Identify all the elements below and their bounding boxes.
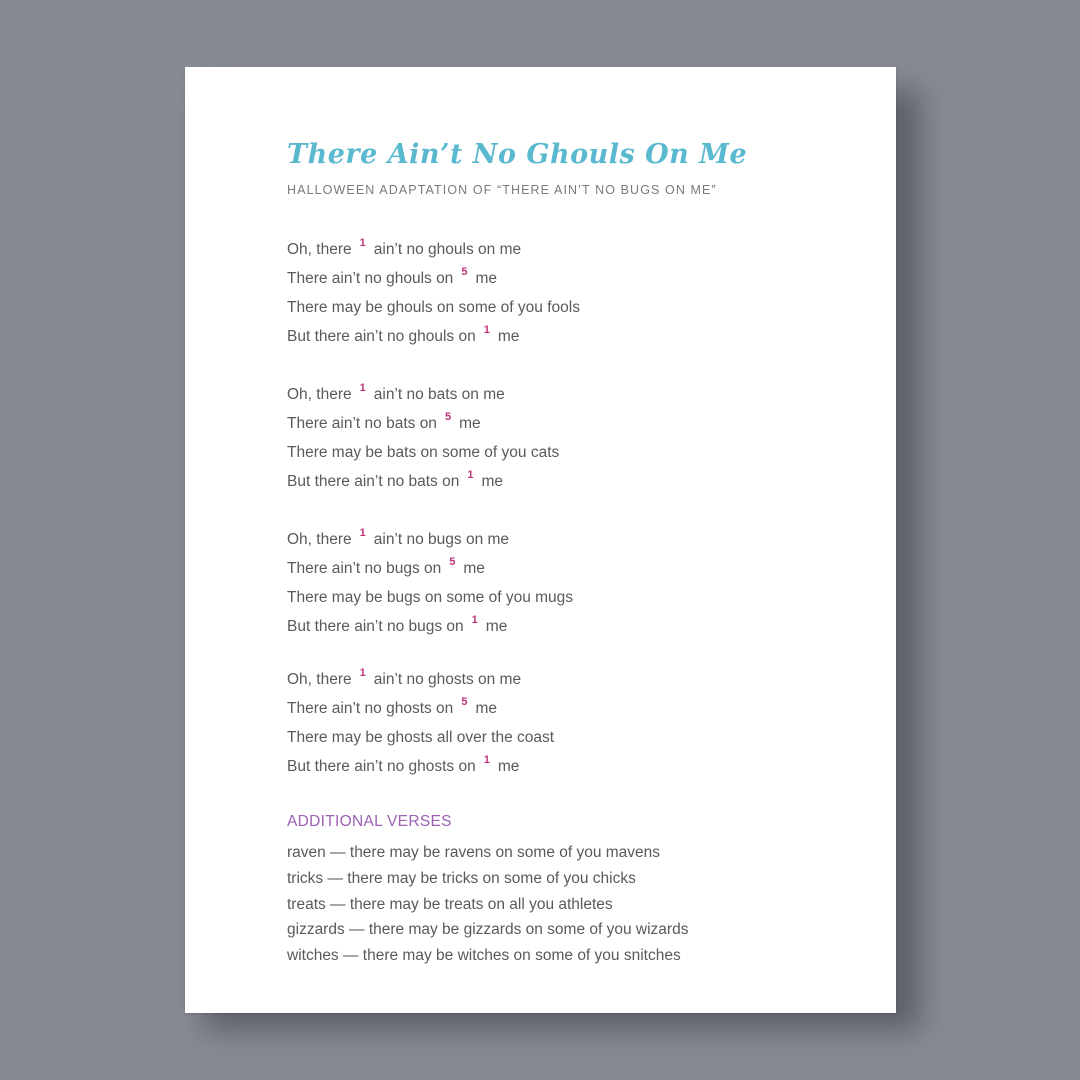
lyric-text: me: [485, 618, 508, 635]
lyric-line: [287, 322, 847, 351]
lyric-text: There ain’t no bats on: [287, 415, 437, 432]
lyric-line: [287, 235, 847, 264]
lyric-text: But there ain’t no bugs on: [287, 618, 464, 635]
lyric-text: me: [481, 473, 504, 490]
lyric-line: [287, 380, 847, 409]
lyric-line: [287, 554, 847, 583]
lyric-text: me: [459, 415, 481, 432]
verse: [287, 235, 847, 351]
chord-number: 5: [461, 266, 468, 278]
lyric-line: There may be ghouls on some of you fools: [287, 299, 580, 316]
lyric-line: [287, 264, 847, 293]
lyric-text: Oh, there: [287, 671, 352, 688]
chord-number: 1: [483, 324, 490, 336]
song-subtitle: HALLOWEEN ADAPTATION OF “THERE AIN’T NO BUGS ON ME”: [287, 183, 717, 197]
chord-number: 5: [449, 556, 456, 568]
lyric-text: me: [475, 270, 497, 287]
verse: [287, 665, 847, 781]
lyric-text: There ain’t no ghouls on: [287, 270, 454, 287]
lyric-text: Oh, there: [287, 386, 352, 403]
chord-number: 1: [359, 382, 366, 394]
lyric-text: Oh, there: [287, 241, 352, 258]
verse: [287, 380, 847, 496]
lyric-text: There ain’t no ghosts on: [287, 700, 454, 717]
lyric-text: me: [497, 758, 520, 775]
lyric-line: There may be bugs on some of you mugs: [287, 589, 574, 606]
lyrics: [287, 235, 847, 781]
lyric-text: But there ain’t no ghouls on: [287, 328, 476, 345]
lyric-line: [287, 525, 847, 554]
lyric-line: [287, 694, 847, 723]
chord-number: 1: [467, 469, 474, 481]
additional-verse-line: raven — there may be ravens on some of you mavens: [287, 844, 661, 861]
lyric-text: ain’t no ghosts on me: [373, 671, 522, 688]
additional-verse-line: treats — there may be treats on all you athletes: [287, 895, 613, 913]
chord-number: 1: [483, 754, 490, 766]
lyric-sheet: [185, 67, 896, 1013]
additional-verses-heading: ADDITIONAL VERSES: [287, 813, 452, 830]
chord-number: 5: [461, 696, 468, 708]
additional-verse-line: tricks — there may be tricks on some of you chicks: [287, 869, 636, 887]
lyric-line: [287, 752, 847, 781]
additional-verses-list: [287, 840, 688, 969]
additional-verse-line: witches — there may be witches on some of you snitches: [287, 947, 681, 965]
lyric-line: [287, 467, 847, 496]
lyric-text: me: [475, 700, 497, 717]
lyric-text: Oh, there: [287, 531, 352, 548]
additional-verse-line: gizzards — there may be gizzards on some of you wizards: [287, 921, 689, 939]
lyric-text: ain’t no bats on me: [373, 386, 505, 403]
lyric-text: But there ain’t no ghosts on: [287, 758, 476, 775]
chord-number: 1: [359, 667, 366, 679]
lyric-line: There may be bats on some of you cats: [287, 444, 560, 461]
chord-number: 1: [471, 614, 478, 626]
song-title: There Ain’t No Ghouls On Me: [287, 139, 748, 170]
chord-number: 1: [359, 237, 366, 249]
lyric-text: There ain’t no bugs on: [287, 560, 442, 577]
lyric-line: [287, 665, 847, 694]
lyric-text: me: [463, 560, 485, 577]
lyric-text: But there ain’t no bats on: [287, 473, 460, 490]
lyric-text: me: [497, 328, 520, 345]
lyric-line: [287, 409, 847, 438]
lyric-text: ain’t no ghouls on me: [373, 241, 522, 258]
chord-number: 5: [444, 411, 452, 423]
lyric-line: There may be ghosts all over the coast: [287, 729, 555, 746]
chord-number: 1: [359, 527, 366, 539]
lyric-text: ain’t no bugs on me: [373, 531, 510, 548]
lyric-line: [287, 612, 847, 641]
verse: [287, 525, 847, 641]
